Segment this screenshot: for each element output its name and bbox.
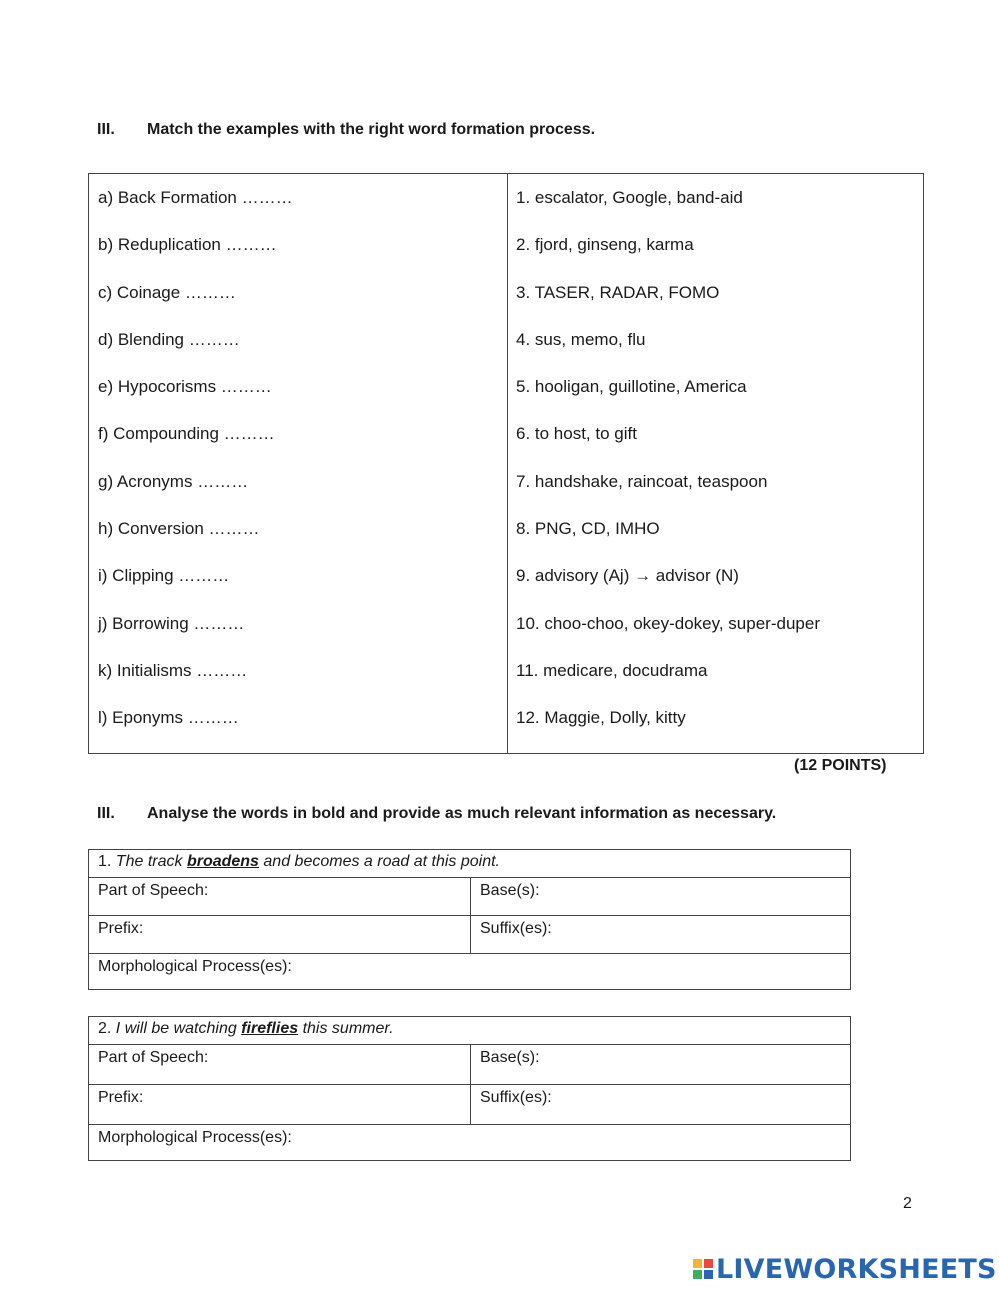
answer-row [89,1124,850,1160]
example-item: 12. Maggie, Dolly, kitty [516,708,686,728]
example-item: 2. fjord, ginseng, karma [516,235,694,255]
section-instruction: Analyse the words in bold and provide as much relevant information as necessary. [147,805,777,822]
suffixes-field[interactable] [470,916,850,953]
logo-text: LIVEWORKSHEETS [716,1253,997,1285]
process-item: d) Blending ……… [98,329,240,349]
sentence-number: 2. [98,1020,112,1037]
sentence-after: and becomes a road at this point. [263,853,500,870]
logo-block [704,1270,713,1279]
example-item: 8. PNG, CD, IMHO [516,519,660,539]
section-instruction: Match the examples with the right word formation process. [147,121,596,138]
process-item: i) Clipping ……… [98,566,230,586]
example-item: 1. escalator, Google, band-aid [516,188,743,207]
prefix-field[interactable] [89,916,470,953]
sentence-text [116,853,500,870]
liveworksheets-logo[interactable] [693,1253,997,1285]
field-label: Morphological Process(es): [98,1129,292,1146]
example-item: 7. handshake, raincoat, teaspoon [516,471,768,491]
process-field[interactable] [89,954,850,990]
field-label: Suffix(es): [480,920,552,937]
bases-field[interactable] [470,878,850,915]
table-divider [507,174,508,753]
analysis-table-1 [88,849,851,990]
sentence-number: 1. [98,853,112,870]
process-item: k) Initialisms ……… [98,660,248,680]
field-label: Base(s): [480,882,540,899]
example-item: 9. advisory (Aj) → advisor (N) [516,566,739,586]
sentence-before: The track [115,853,183,870]
sentence-after: this summer. [302,1020,394,1037]
sentence-text [116,1020,394,1037]
logo-blocks-icon [693,1259,713,1279]
logo-block [693,1259,702,1268]
sentence-cell [89,1017,850,1044]
points-label: (12 POINTS) [794,757,887,774]
logo-block [693,1270,702,1279]
field-label: Prefix: [98,1089,144,1106]
example-item: 10. choo-choo, okey-dokey, super-duper [516,613,820,633]
process-item: l) Eponyms ……… [98,708,239,728]
analysis-table-2 [88,1016,851,1161]
example-item: 4. sus, memo, flu [516,329,646,349]
process-item: e) Hypocorisms ……… [98,377,272,397]
answer-row [89,953,850,990]
section-number: III. [97,805,115,822]
suffixes-field[interactable] [470,1085,850,1124]
sentence-row [89,1017,850,1044]
section-number: III. [97,121,115,138]
target-word: broadens [186,853,259,870]
logo-block [704,1259,713,1268]
field-label: Base(s): [480,1049,540,1066]
prefix-field[interactable] [89,1085,470,1124]
examples-column [516,187,820,755]
process-item: c) Coinage ……… [98,282,236,302]
process-item: g) Acronyms ……… [98,471,249,491]
part-of-speech-field[interactable] [89,878,470,915]
field-label: Part of Speech: [98,882,209,899]
process-item: h) Conversion ……… [98,519,260,539]
sentence-cell [89,850,850,877]
field-label: Part of Speech: [98,1049,209,1066]
example-item: 3. TASER, RADAR, FOMO [516,282,720,302]
field-label: Suffix(es): [480,1089,552,1106]
answer-row [89,915,850,953]
matching-table [88,173,924,754]
example-item: 6. to host, to gift [516,424,637,444]
example-item: 11. medicare, docudrama [516,660,708,680]
process-column [98,187,293,755]
part-of-speech-field[interactable] [89,1045,470,1084]
example-item: 5. hooligan, guillotine, America [516,377,747,397]
answer-row [89,1044,850,1084]
answer-row [89,1084,850,1124]
page-number: 2 [903,1195,912,1212]
bases-field[interactable] [470,1045,850,1084]
answer-row [89,877,850,915]
sentence-before: I will be watching [115,1020,237,1037]
process-item: b) Reduplication ……… [98,235,277,255]
process-item: f) Compounding ……… [98,424,275,444]
process-item: a) Back Formation ……… [98,188,293,207]
field-label: Morphological Process(es): [98,958,292,975]
process-field[interactable] [89,1125,850,1160]
process-item: j) Borrowing ……… [98,613,245,633]
target-word: fireflies [241,1020,299,1037]
sentence-row [89,850,850,877]
field-label: Prefix: [98,920,144,937]
